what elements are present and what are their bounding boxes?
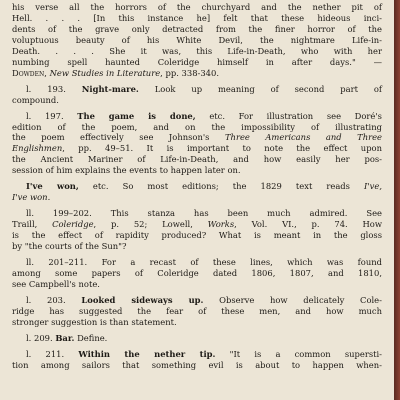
- note-text: , p. 52; Lowell,: [93, 219, 193, 230]
- note-first-line: [12, 333, 382, 344]
- book-title: Englishmen: [12, 143, 63, 154]
- note-first-line: [12, 84, 382, 95]
- note-first-line: [12, 295, 382, 306]
- note-first-line: [12, 349, 382, 360]
- citation-pages: , pp. 338-340.: [160, 67, 220, 78]
- note-text: For a recast of these lines, which was found: [101, 257, 382, 268]
- dowden-quote: [12, 2, 382, 79]
- note-heading: Bar.: [55, 332, 75, 343]
- note-first-line: [12, 181, 382, 192]
- variant-reading: I've won.: [12, 192, 51, 203]
- line-ref: l. 211.: [26, 348, 65, 359]
- text-line: session of him explains the events to happen later on.: [12, 165, 241, 176]
- text-line: tion among sailors that something evil is about to happen when-: [12, 359, 382, 370]
- note-first-line: [12, 111, 382, 122]
- note-text: Traill,: [12, 219, 38, 230]
- note-text: Observe how delicately Cole-: [219, 294, 382, 305]
- citation-work: New Studies in Literature: [49, 67, 161, 78]
- citation-author: Dowden: [12, 67, 45, 78]
- book-title: Three Americans and Three: [224, 132, 383, 143]
- note-heading: I've won,: [26, 181, 79, 192]
- text-line: [12, 143, 382, 154]
- note-text: the poem effectively see Johnson's: [12, 132, 210, 143]
- text-line: among some papers of Coleridge dated 1806, 1807, and 1810,: [12, 267, 382, 278]
- text-line: is the effect of rapidity produced? What is meant in the gloss: [12, 230, 382, 241]
- note-heading: Within the nether tip.: [78, 348, 216, 359]
- line-ref: l. 197.: [26, 110, 64, 121]
- note-text: , Vol. VI., p. 74. How: [234, 219, 382, 230]
- line-ref: ll. 201–211.: [26, 257, 88, 268]
- text-line: dents of the grave only detracted from the finer horror of the: [12, 23, 382, 34]
- text-line: compound.: [12, 94, 59, 105]
- note-text: , pp. 49–51. It is important to note the effect upon: [62, 143, 382, 154]
- citation-line: Dowden, New Studies in Literature, pp. 338-340.: [12, 67, 220, 78]
- text-line: [12, 192, 382, 203]
- text-line: edition of the poem, and on the impossibility of illustrating: [12, 121, 382, 132]
- variant-reading: I've,: [364, 181, 382, 192]
- line-ref: l. 193.: [26, 83, 66, 94]
- text-line: ridge has suggested the fear of these men, and how much: [12, 305, 382, 316]
- note-201: [12, 257, 382, 290]
- text-line: see Campbell's note.: [12, 278, 100, 289]
- note-text: Look up meaning of second part of: [154, 83, 382, 94]
- note-text: This stanza has been much admired. See: [110, 208, 382, 219]
- book-title: Works: [207, 219, 235, 230]
- note-text: Define.: [77, 332, 108, 343]
- text-line: the Ancient Mariner of Life-in-Death, and how easily her pos-: [12, 154, 382, 165]
- text-line: Death. . . . She it was, this Life-in-Death, who with her: [12, 45, 382, 56]
- note-198: [12, 181, 382, 203]
- note-203: [12, 295, 382, 328]
- note-209: [12, 333, 382, 344]
- note-193: [12, 84, 382, 106]
- note-first-line: [12, 257, 382, 268]
- note-first-line: [12, 208, 382, 219]
- text-line: stronger suggestion is than statement.: [12, 316, 177, 327]
- note-197: [12, 111, 382, 177]
- note-heading: Looked sideways up.: [81, 294, 204, 305]
- note-text: etc. For illustration see Doré's: [209, 110, 382, 121]
- note-text: "It is a common supersti-: [229, 348, 383, 359]
- book-cover-edge: [394, 0, 400, 400]
- text-line: numbing spell haunted Coleridge himself in after days." —: [12, 56, 382, 67]
- text-line: Hell. . . . [In this instance he] felt that these hideous inci-: [12, 12, 382, 23]
- line-ref: l. 209.: [26, 332, 53, 343]
- text-line: voluptuous beauty of his White Devil, the nightmare Life-in-: [12, 34, 382, 45]
- note-heading: Night-mare.: [81, 83, 139, 94]
- note-211: [12, 349, 382, 371]
- book-title: Coleridge: [52, 219, 94, 230]
- line-ref: l. 203.: [26, 294, 66, 305]
- text-line: [12, 219, 382, 230]
- text-line: his verse all the horrors of the churchyard and the nether pit of: [12, 2, 382, 12]
- line-ref: ll. 199–202.: [26, 208, 92, 219]
- text-line: by "the courts of the Sun"?: [12, 241, 127, 252]
- text-line: [12, 132, 382, 143]
- note-199: [12, 208, 382, 252]
- note-text: etc. So most editions; the 1829 text reads: [92, 181, 350, 192]
- note-heading: The game is done,: [77, 110, 196, 121]
